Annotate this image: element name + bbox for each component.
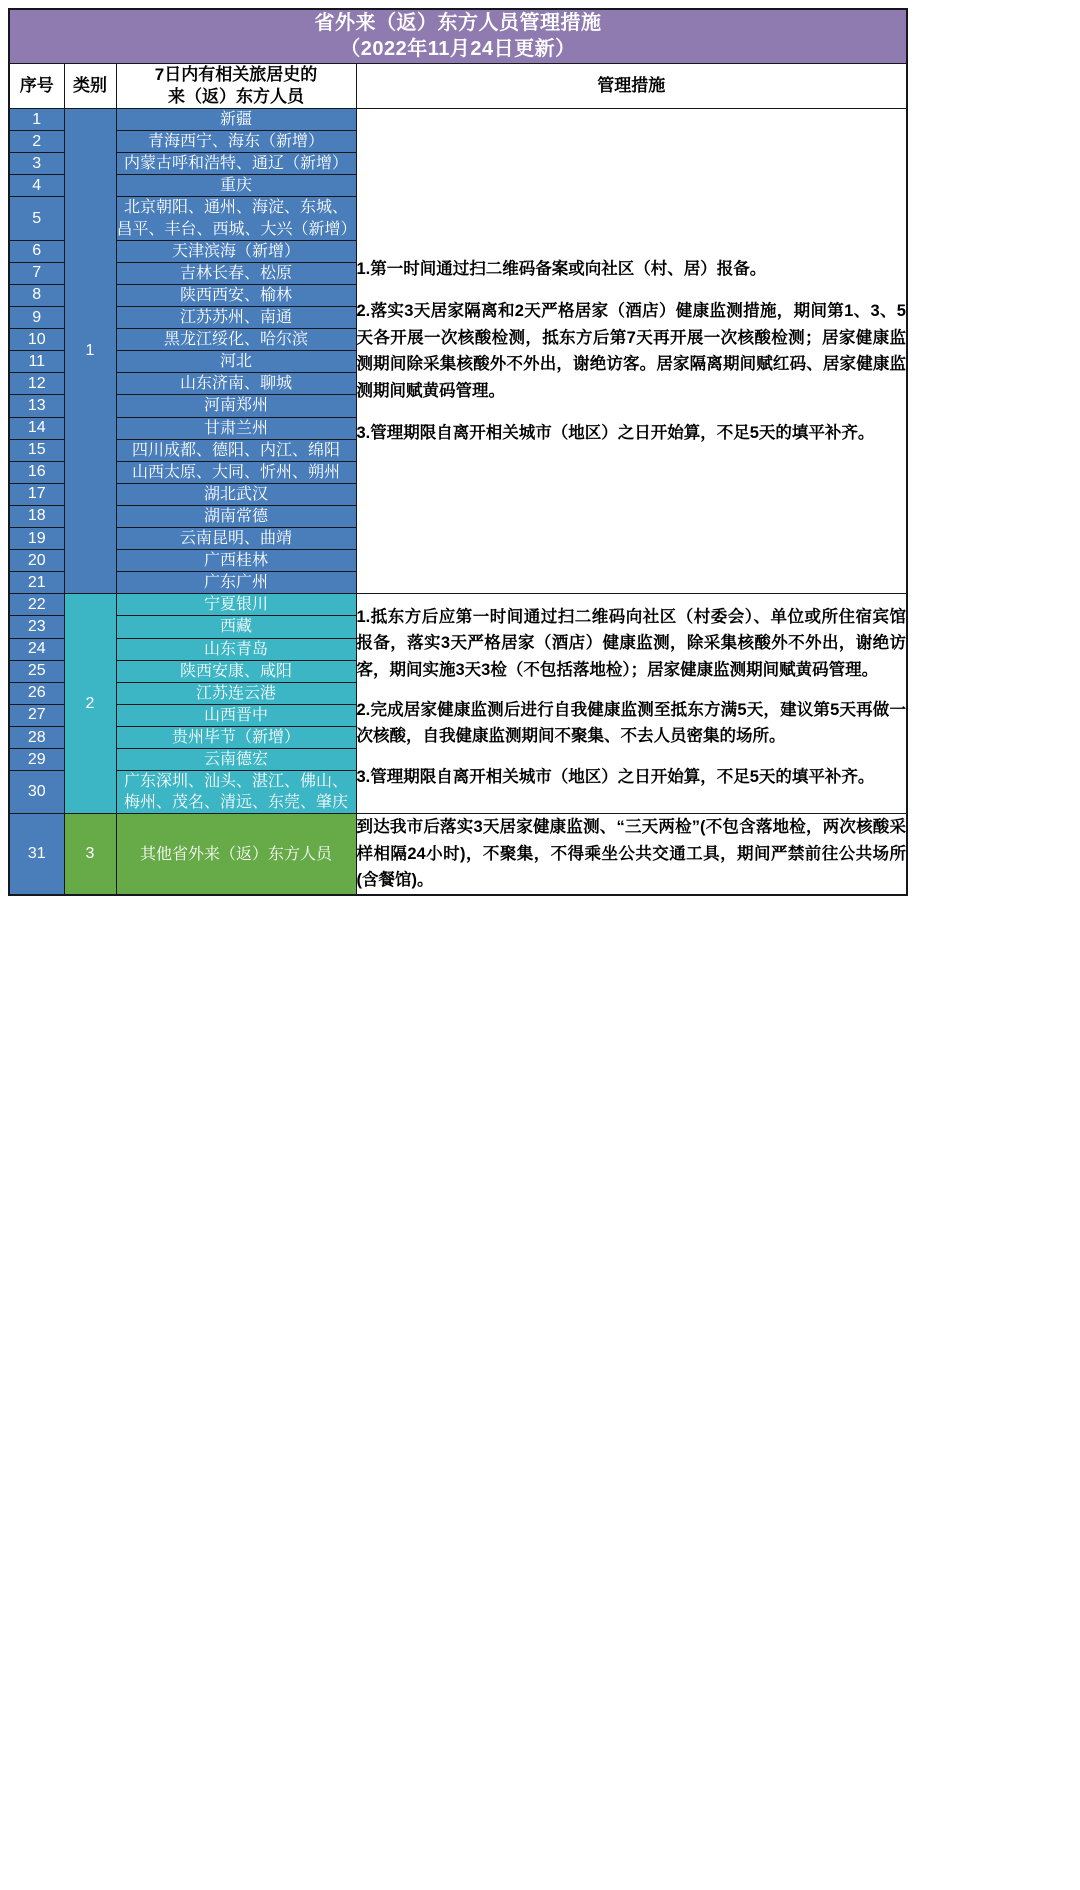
measures-table [8,8,908,896]
row-area: 山西太原、大同、忻州、朔州 [116,461,356,483]
row-area: 山东济南、聊城 [116,373,356,395]
row-area: 新疆 [116,108,356,130]
row-area: 云南昆明、曲靖 [116,528,356,550]
row-seq: 27 [9,704,64,726]
row-area: 云南德宏 [116,749,356,771]
row-seq: 4 [9,175,64,197]
row-seq: 1 [9,108,64,130]
table-row [9,108,907,130]
row-area: 四川成都、德阳、内江、绵阳 [116,439,356,461]
row-seq: 24 [9,638,64,660]
row-seq: 23 [9,616,64,638]
row-seq: 28 [9,727,64,749]
measure-paragraph: 2.完成居家健康监测后进行自我健康监测至抵东方满5天，建议第5天再做一次核酸，自我健康监测期间不聚集、不去人员密集的场所。 [356,700,906,746]
measure-paragraph: 3.管理期限自离开相关城市（地区）之日开始算，不足5天的填平补齐。 [356,423,875,442]
measure-paragraph: 3.管理期限自离开相关城市（地区）之日开始算，不足5天的填平补齐。 [356,767,875,786]
row-seq: 14 [9,417,64,439]
row-seq: 12 [9,373,64,395]
table-row [9,594,907,616]
title-sub: （2022年11月24日更新） [340,38,576,61]
row-seq: 17 [9,483,64,505]
measures-table-page [0,8,1080,1890]
row-category: 2 [64,594,116,814]
row-seq: 31 [9,814,64,895]
row-area: 江苏连云港 [116,682,356,704]
row-seq: 10 [9,329,64,351]
row-area: 广东广州 [116,572,356,594]
row-area: 甘肃兰州 [116,417,356,439]
table-row [9,814,907,895]
row-seq: 11 [9,351,64,373]
row-area: 广西桂林 [116,550,356,572]
row-area: 江苏苏州、南通 [116,306,356,328]
column-header-area-line1: 7日内有相关旅居史的 [154,64,318,84]
row-area: 北京朝阳、通州、海淀、东城、昌平、丰台、西城、大兴（新增） [116,197,356,240]
row-area: 山东青岛 [116,638,356,660]
row-seq: 9 [9,306,64,328]
row-area: 黑龙江绥化、哈尔滨 [116,329,356,351]
row-area: 重庆 [116,175,356,197]
row-seq: 13 [9,395,64,417]
row-seq: 22 [9,594,64,616]
row-area: 陕西安康、咸阳 [116,660,356,682]
row-measures [356,814,907,895]
header-row [9,63,907,108]
row-measures [356,108,907,593]
row-seq: 2 [9,131,64,153]
title-row [9,9,907,63]
row-category: 1 [64,108,116,593]
row-area: 西藏 [116,616,356,638]
column-header-area [116,63,356,108]
title-main: 省外来（返）东方人员管理措施 [314,12,602,34]
measure-paragraph: 2.落实3天居家隔离和2天严格居家（酒店）健康监测措施，期间第1、3、5天各开展一次核酸检测，抵东方后第7天再开展一次核酸检测；居家健康监测期间除采集核酸外不外出，谢绝访客。居家隔离期间赋红码、居家健康监测期间赋黄码管理。 [356,302,906,400]
row-measures [356,594,907,814]
column-header-measures: 管理措施 [356,63,907,108]
row-area: 吉林长春、松原 [116,262,356,284]
row-seq: 19 [9,528,64,550]
table-title [9,9,907,63]
row-area: 陕西西安、榆林 [116,284,356,306]
row-area: 内蒙古呼和浩特、通辽（新增） [116,153,356,175]
row-seq: 6 [9,240,64,262]
row-area: 其他省外来（返）东方人员 [116,814,356,895]
row-area: 青海西宁、海东（新增） [116,131,356,153]
row-area: 贵州毕节（新增） [116,727,356,749]
row-seq: 21 [9,572,64,594]
row-seq: 8 [9,284,64,306]
row-seq: 18 [9,505,64,527]
row-seq: 3 [9,153,64,175]
row-area: 河北 [116,351,356,373]
row-seq: 30 [9,771,64,814]
row-area: 宁夏银川 [116,594,356,616]
row-seq: 25 [9,660,64,682]
row-area: 湖北武汉 [116,483,356,505]
row-seq: 26 [9,682,64,704]
row-seq: 29 [9,749,64,771]
row-seq: 16 [9,461,64,483]
row-seq: 5 [9,197,64,240]
measure-paragraph: 到达我市后落实3天居家健康监测、“三天两检”(不包含落地检，两次核酸采样相隔24小时)，不聚集，不得乘坐公共交通工具，期间严禁前往公共场所(含餐馆)。 [356,818,906,890]
row-area: 广东深圳、汕头、湛江、佛山、梅州、茂名、清远、东莞、肇庆 [116,771,356,814]
row-area: 湖南常德 [116,505,356,527]
column-header-category: 类别 [64,63,116,108]
column-header-seq: 序号 [9,63,64,108]
row-area: 河南郑州 [116,395,356,417]
column-header-area-line2: 来（返）东方人员 [168,86,304,106]
row-category: 3 [64,814,116,895]
row-seq: 15 [9,439,64,461]
measure-paragraph: 1.抵东方后应第一时间通过扫二维码向社区（村委会）、单位或所住宿宾馆报备，落实3天严格居家（酒店）健康监测，除采集核酸外不外出，谢绝访客，期间实施3天3检（不包括落地检）；居家健康监测期间赋黄码管理。 [356,607,906,679]
row-seq: 20 [9,550,64,572]
measure-paragraph: 1.第一时间通过扫二维码备案或向社区（村、居）报备。 [356,260,767,278]
row-seq: 7 [9,262,64,284]
row-area: 天津滨海（新增） [116,240,356,262]
row-area: 山西晋中 [116,704,356,726]
